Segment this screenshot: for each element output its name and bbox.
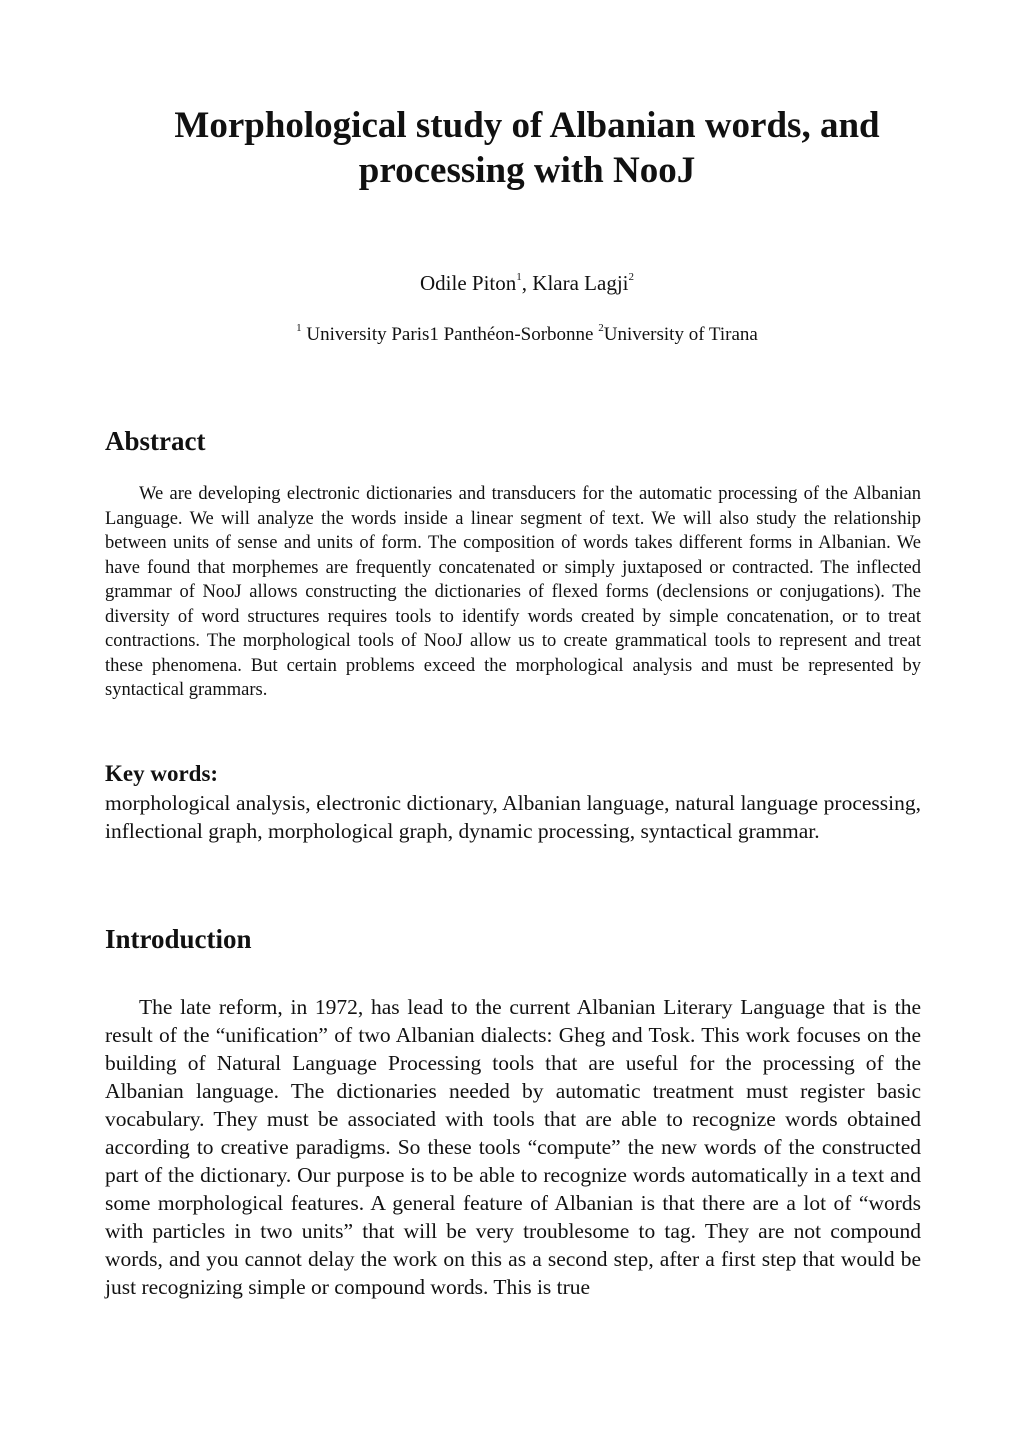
affil-mark-1: 1: [296, 321, 302, 334]
abstract-heading: Abstract: [105, 426, 206, 456]
affiliation-line: [105, 321, 949, 349]
introduction-heading: Introduction: [105, 924, 252, 954]
affiliation-2: University of Tirana: [603, 324, 758, 345]
author-separator: ,: [521, 271, 533, 295]
title-line-2: processing with NooJ: [358, 150, 696, 191]
author-affil-mark-1: 1: [516, 271, 522, 283]
keywords-text: morphological analysis, electronic dictionary, Albanian language, natural language processing, inflectional graph, morphological graph, dynamic processing, syntactical grammar.: [105, 791, 921, 843]
author-name-2: Klara Lagji: [532, 271, 629, 295]
affil-mark-2: 2: [598, 321, 604, 334]
introduction-text: The late reform, in 1972, has lead to the current Albanian Literary Language that is the result of the “unification” of two Albanian dialects: Gheg and Tosk. This work focuses on the building of Natural Language Processing tools that are useful for the processing of the Albanian language. The dictionaries needed by automatic treatment must register basic vocabulary. They must be associated with tools that are able to recognize words obtained according to creative paradigms. So these tools “compute” the new words of the constructed part of the dictionary. Our purpose is to be able to recognize words automatically in a text and some morphological features. A general feature of Albanian is that there are a lot of “words with particles in two units” that will be very troublesome to tag. They are not compound words, and you cannot delay the work on this as a second step, after a first step that would be just recognizing simple or compound words. This is true: [105, 995, 921, 1299]
paper-title: [105, 103, 949, 193]
affiliation-1: University Paris1 Panthéon-Sorbonne: [301, 324, 599, 345]
title-line-1: Morphological study of Albanian words, and: [174, 105, 880, 146]
author-name-1: Odile Piton: [420, 271, 517, 295]
abstract-text: We are developing electronic dictionaries and transducers for the automatic processing of the Albanian Language. We will analyze the words inside a linear segment of text. We will also study the relationship between units of sense and units of form. The composition of words takes different forms in Albanian. We have found that morphemes are frequently concatenated or simply juxtaposed or contracted. The inflected grammar of NooJ allows constructing the dictionaries of flexed forms (declensions or conjugations). The diversity of word structures requires tools to identify words created by simple concatenation, or to treat contractions. The morphological tools of NooJ allow us to create grammatical tools to represent and treat these phenomena. But certain problems exceed the morphological analysis and must be represented by syntactical grammars.: [105, 484, 921, 700]
author-list: [105, 268, 949, 298]
keywords-heading: Key words:: [105, 761, 219, 786]
author-affil-mark-2: 2: [628, 271, 634, 283]
